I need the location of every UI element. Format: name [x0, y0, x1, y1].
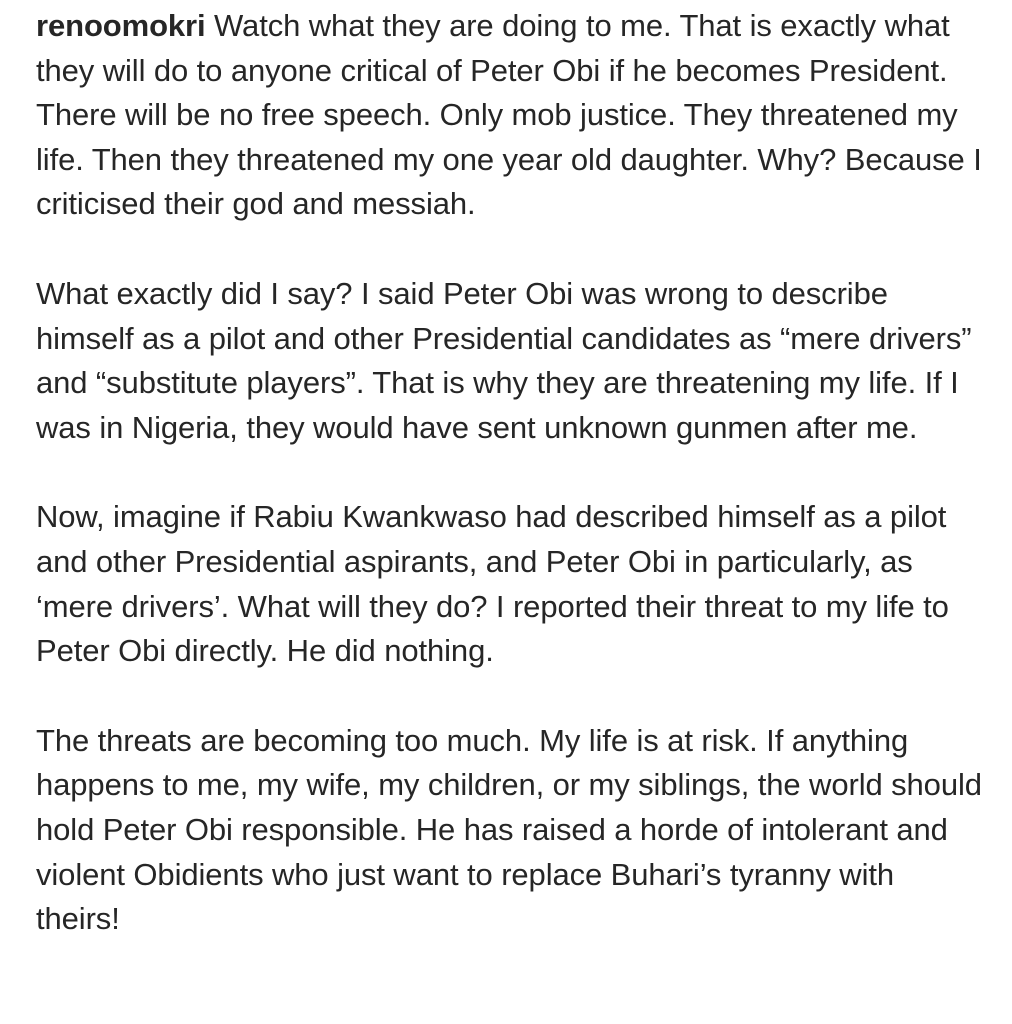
- post-caption: [36, 4, 986, 987]
- caption-paragraph: The threats are becoming too much. My life is at risk. If anything happens to me, my wife, my children, or my siblings, the world should hold Peter Obi responsible. He has raised a horde of intolerant and violent Obidients who just want to replace Buhari’s tyranny with theirs!: [36, 722, 982, 937]
- caption-paragraph: Now, imagine if Rabiu Kwankwaso had described himself as a pilot and other Presidential aspirants, and Peter Obi in particularly, as ‘mere drivers’. What will they do? I reported their threat to my life to Peter Obi directly. He did nothing.: [36, 499, 949, 669]
- username-link[interactable]: renoomokri: [36, 8, 206, 43]
- caption-paragraph: [36, 4, 986, 227]
- caption-paragraph: What exactly did I say? I said Peter Obi was wrong to describe himself as a pilot and other Presidential candidates as “mere drivers” and “substitute players”. That is why they are threatening my life. If I was in Nigeria, they would have sent unknown gunmen after me.: [36, 275, 972, 445]
- caption-text: Watch what they are doing to me. That is exactly what they will do to anyone critical of Peter Obi if he becomes President. There will be no free speech. Only mob justice. They threatened my life. Then they threatened my one year old daughter. Why? Because I criticised their god and messiah.: [36, 8, 982, 222]
